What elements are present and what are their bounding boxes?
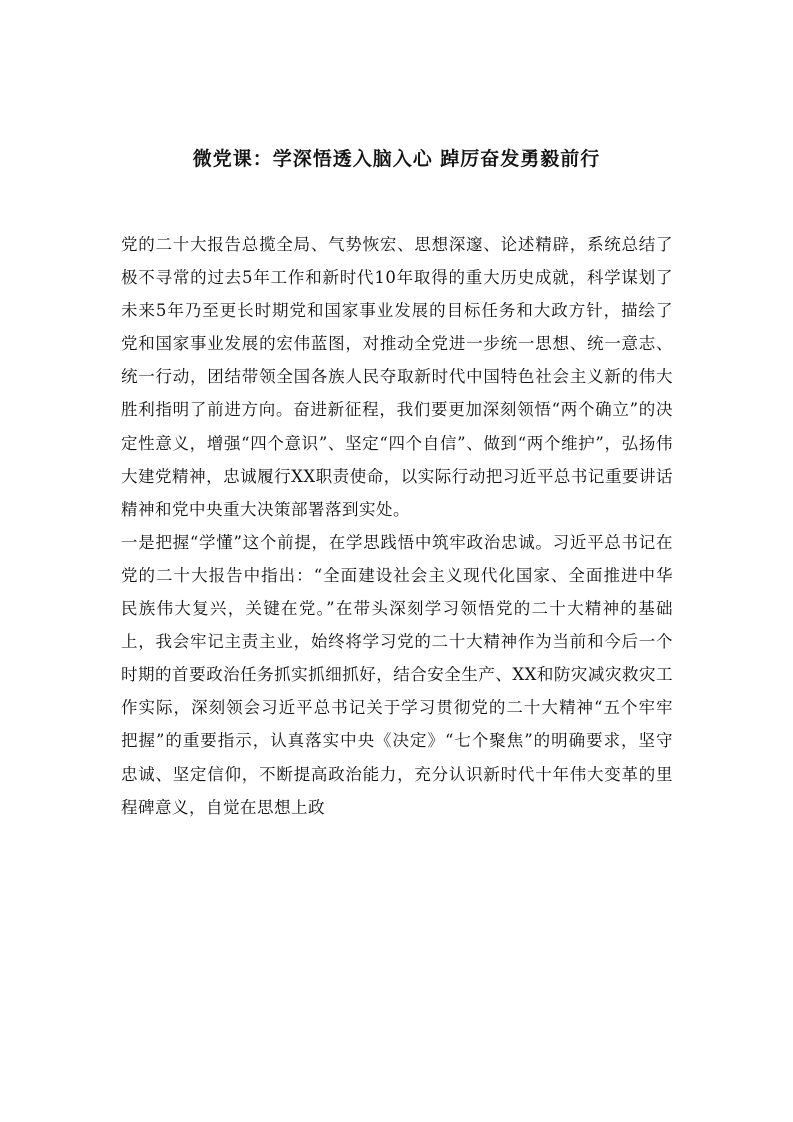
paragraph-point-one: 一是把握“学懂”这个前提，在学思践悟中筑牢政治忠诚。习近平总书记在党的二十大报告中指出：“全面建设社会主义现代化国家、全面推进中华民族伟大复兴，关键在党。”在带头深刻学习领悟党的二十大精神的基础上，我会牢记主责主业，始终将学习党的二十大精神作为当前和今后一个时期的首要政治任务抓实抓细抓好，结合安全生产、XX和防灾减灾救灾工作实际，深刻领会习近平总书记关于学习贯彻党的二十大精神“五个牢牢把握”的重要指示，认真落实中央《决定》“七个聚焦”的明确要求，坚守忠诚、坚定信仰，不断提高政治能力，充分认识新时代十年伟大变革的里程碑意义，自觉在思想上政 [121,532,673,817]
paragraph-intro: 党的二十大报告总揽全局、气势恢宏、思想深邃、论述精辟，系统总结了极不寻常的过去5年工作和新时代10年取得的重大历史成就，科学谋划了未来5年乃至更长时期党和国家事业发展的目标任务和大政方针，描绘了党和国家事业发展的宏伟蓝图，对推动全党进一步统一思想、统一意志、统一行动，团结带领全国各族人民夺取新时代中国特色社会主义新的伟大胜利指明了前进方向。奋进新征程，我们要更加深刻领悟“两个确立”的决定性意义，增强“四个意识”、坚定“四个自信”、做到“两个维护”，弘扬伟大建党精神，忠诚履行XX职责使命，以实际行动把习近平总书记重要讲话精神和党中央重大决策部署落到实处。 [121,235,673,519]
document-title: 微党课：学深悟透入脑入心 踔厉奋发勇毅前行 [192,148,601,170]
document-body [121,228,673,824]
